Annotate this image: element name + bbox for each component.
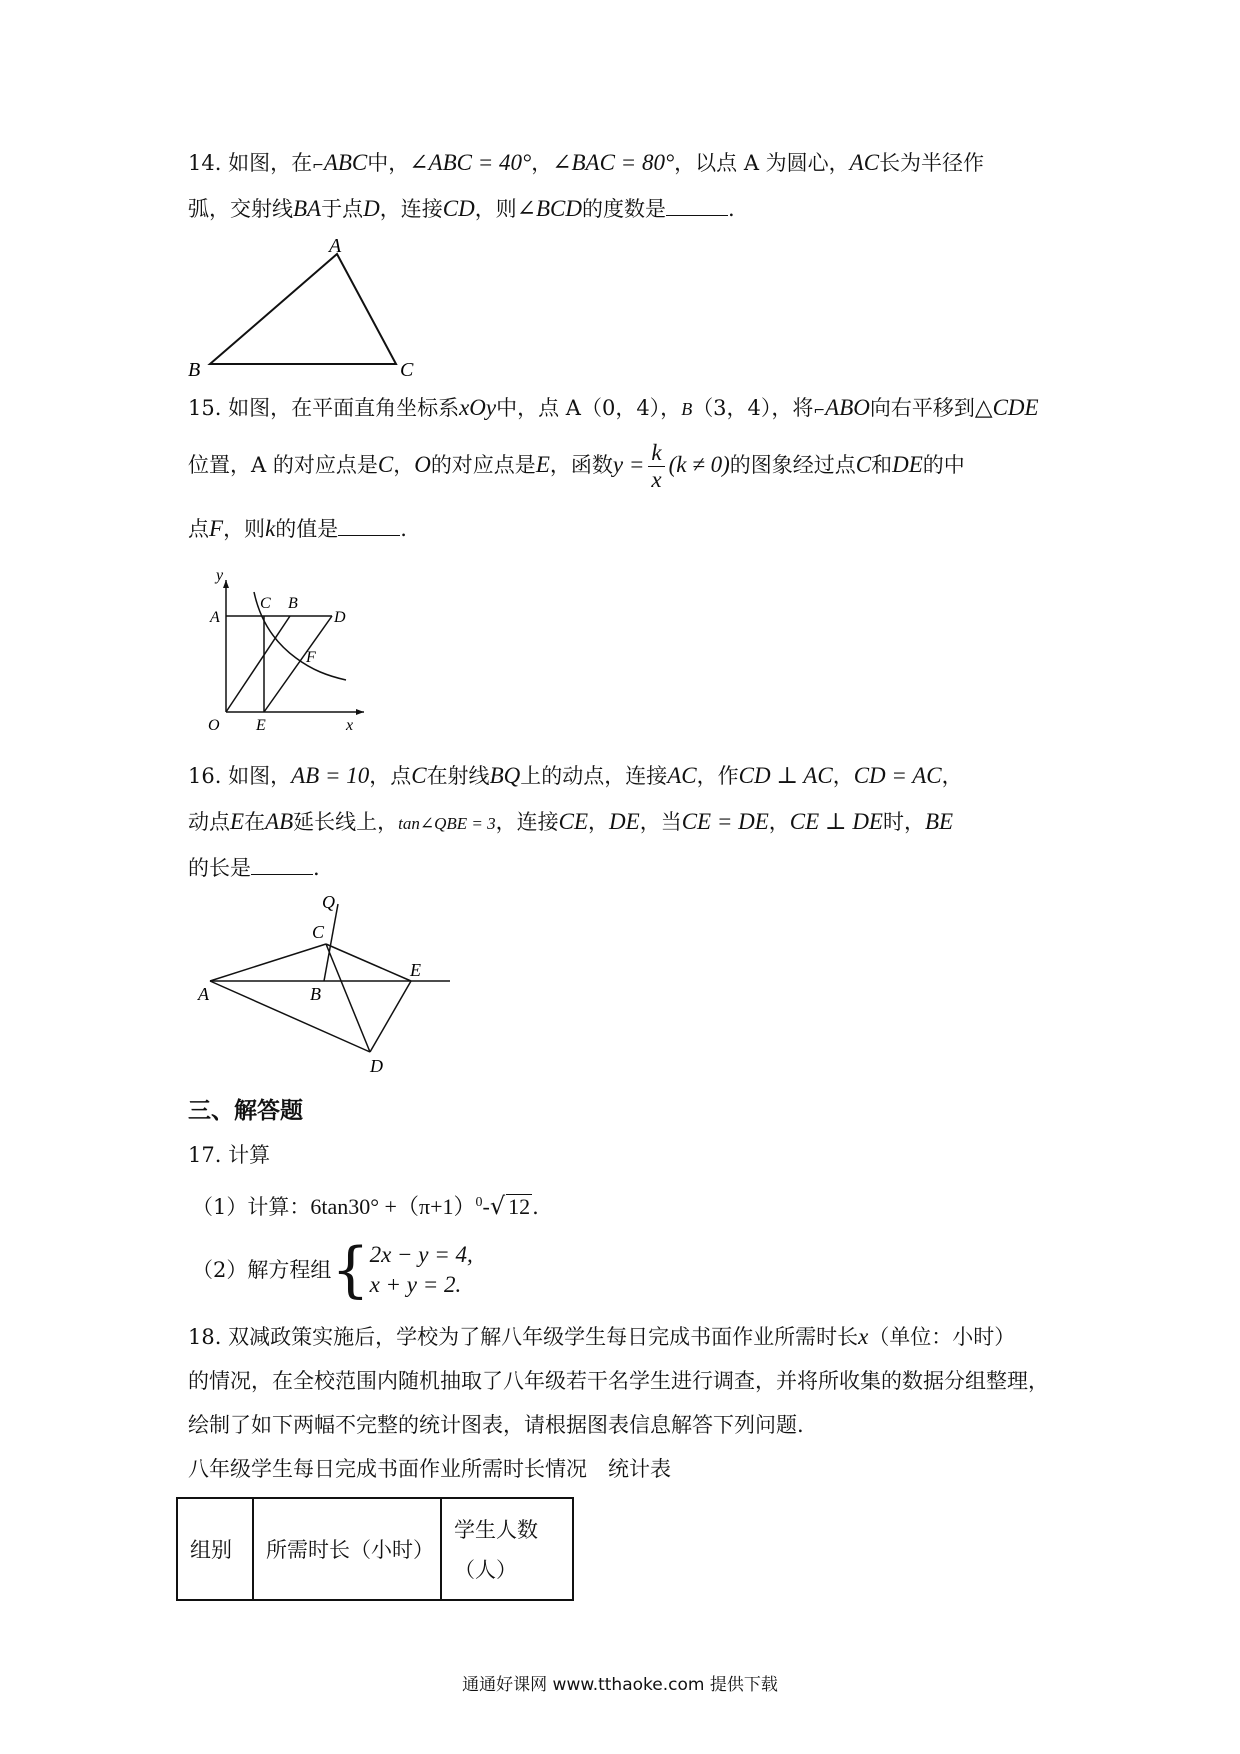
q17-part1: （1）计算：$6\tan 30^\circ +(\pi+1)^0-√$ 12. [192, 1192, 539, 1220]
x-axis-arrow [356, 709, 364, 715]
segment-ob [226, 616, 290, 712]
fraction-k-over-x: $\frac{k}{x}$ [648, 440, 664, 493]
small-triangle-icon: ⌐ [813, 403, 826, 419]
q16-number: 16. [188, 764, 222, 788]
q15-line1: 15. 如图，在平面直角坐标系xOy中，点 A（0，4），B（3，4），将⌐ABO向右平移到△CDE [188, 395, 1039, 420]
label-f: F [306, 649, 316, 666]
label-c: C [260, 595, 271, 612]
q18-line2: 的情况，在全校范围内随机抽取了八年级若干名学生进行调查，并将所收集的数据分组整理， [188, 1369, 1049, 1393]
brace-icon: { [331, 1235, 370, 1305]
label-y: y [216, 572, 224, 584]
segment-de [370, 981, 411, 1052]
sqrt-icon: √ [489, 1192, 506, 1220]
small-triangle-icon: ⌐ [312, 158, 324, 174]
table-header-row [177, 1498, 573, 1600]
footer: 通通好课网 www.tthaoke.com 提供下载 [462, 1675, 778, 1695]
q16-geometry-figure [190, 896, 460, 1086]
label-e: E [410, 960, 421, 980]
label-b: B [188, 359, 201, 381]
q16-line2: 动点E在AB延长线上，tan∠QBE = 3，连接CE，DE，当CE = DE，CE ⊥ DE时，BE [188, 809, 954, 834]
label-b: B [288, 595, 298, 612]
q15-line3: 点F，则k的值是 . [188, 516, 407, 541]
q14-number: 14. [188, 151, 222, 175]
label-q: Q [322, 896, 335, 912]
answer-blank [251, 854, 313, 875]
q17-part2: （2）解方程组{ 2x − y = 4, x + y = 2. [192, 1235, 473, 1305]
label-a: A [210, 609, 220, 626]
label-e: E [256, 717, 266, 734]
header-group: 组别 [177, 1498, 253, 1600]
label-x: x [346, 717, 354, 734]
label-d: D [370, 1056, 383, 1076]
q14-line2: 弧，交射线BA于点D，连接CD，则∠BCD的度数是 . [188, 196, 735, 221]
header-duration: 所需时长（小时） [253, 1498, 441, 1600]
segment-ac [210, 944, 326, 981]
stats-table [176, 1497, 574, 1601]
equation-system: { 2x − y = 4, x + y = 2. [331, 1235, 473, 1305]
q15-line2: 位置，A 的对应点是C，O的对应点是E，函数y = $\frac{k}{x}$ (k ≠ 0)的图象经过点C和DE的中 [188, 440, 965, 492]
triangle-abc [210, 254, 396, 364]
segment-ed [264, 616, 332, 712]
header-count: 学生人数 （人） [441, 1498, 573, 1600]
q18-line3: 绘制了如下两幅不完整的统计图表，请根据图表信息解答下列问题. [188, 1413, 804, 1437]
q14-line1: 14. 如图，在⌐ABC中，∠ABC = 40°，∠BAC = 80°，以点 A 为圆心，AC长为半径作 [188, 150, 985, 175]
label-c: C [312, 922, 325, 942]
q15-number: 15. [188, 396, 222, 420]
answer-blank [666, 195, 728, 216]
q14-triangle-figure [180, 236, 440, 381]
y-axis-arrow [223, 580, 229, 588]
answer-blank [338, 515, 400, 536]
label-a: A [329, 236, 342, 257]
label-a: A [198, 984, 209, 1004]
label-o: O [208, 717, 220, 734]
q18-line1: 18. 双减政策实施后，学校为了解八年级学生每日完成书面作业所需时长x（单位：小时） [188, 1324, 1016, 1349]
q16-line1: 16. 如图，AB = 10，点C在射线BQ上的动点，连接AC，作CD ⊥ AC，CD = AC， [188, 763, 963, 788]
q15-coordinate-figure [196, 572, 376, 737]
q17-title: 17. 计算 [188, 1143, 271, 1167]
label-b: B [310, 984, 321, 1004]
q16-line3: 的长是 . [188, 856, 320, 880]
label-d: D [334, 609, 346, 626]
table-caption: 八年级学生每日完成书面作业所需时长情况 统计表 [188, 1457, 671, 1481]
section-title: 三、解答题 [188, 1097, 303, 1124]
label-c: C [400, 359, 414, 381]
